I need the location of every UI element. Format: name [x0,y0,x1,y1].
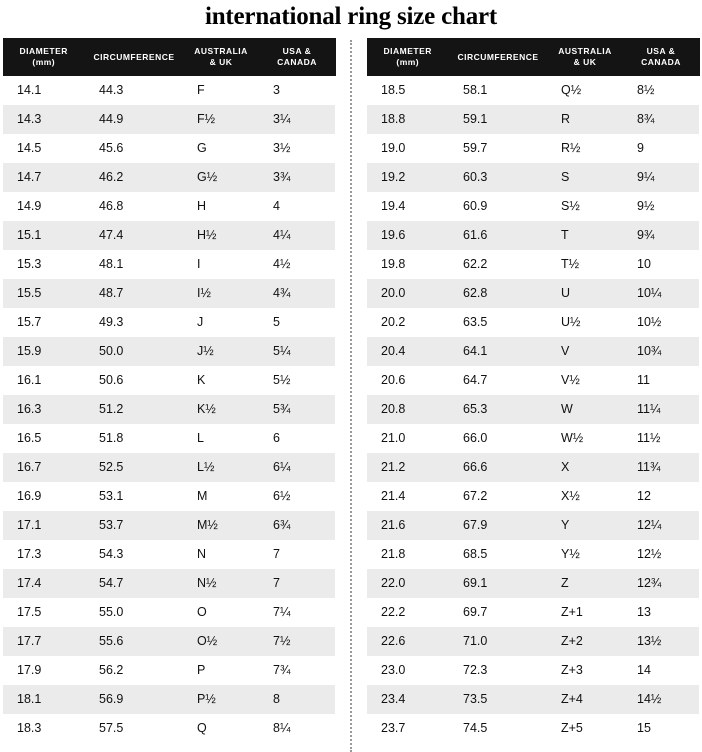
cell-circumference: 64.7 [449,366,547,395]
cell-diameter: 20.0 [367,279,449,308]
cell-circumference: 69.1 [449,569,547,598]
left-size-table [3,38,336,743]
cell-australia-uk: W [547,395,623,424]
cell-australia-uk: O [183,598,259,627]
cell-circumference: 46.2 [85,163,183,192]
cell-diameter: 17.4 [3,569,85,598]
cell-usa-canada: 6 [259,424,335,453]
table-row [3,308,335,337]
cell-circumference: 74.5 [449,714,547,743]
cell-circumference: 64.1 [449,337,547,366]
table-row [367,656,699,685]
cell-diameter: 19.4 [367,192,449,221]
cell-circumference: 50.0 [85,337,183,366]
column-header-diameter-line1: DIAMETER [383,46,432,56]
cell-australia-uk: Q [183,714,259,743]
cell-circumference: 67.9 [449,511,547,540]
cell-circumference: 66.6 [449,453,547,482]
right-table-wrap [367,38,699,743]
cell-diameter: 19.0 [367,134,449,163]
cell-australia-uk: G [183,134,259,163]
cell-australia-uk: O½ [183,627,259,656]
cell-diameter: 14.9 [3,192,85,221]
table-row [367,714,699,743]
cell-australia-uk: P½ [183,685,259,714]
cell-australia-uk: M½ [183,511,259,540]
ring-size-chart-page [0,2,702,749]
cell-circumference: 63.5 [449,308,547,337]
column-header-australia-uk [183,38,259,76]
column-header-circumference [449,38,547,76]
cell-circumference: 56.2 [85,656,183,685]
table-row [367,221,699,250]
cell-diameter: 17.5 [3,598,85,627]
table-row [3,598,335,627]
cell-circumference: 44.9 [85,105,183,134]
cell-usa-canada: 8¼ [259,714,335,743]
column-header-diameter-line1: DIAMETER [19,46,68,56]
cell-usa-canada: 10¼ [623,279,699,308]
table-row [3,76,335,105]
table-row [3,395,335,424]
cell-usa-canada: 6½ [259,482,335,511]
cell-australia-uk: R½ [547,134,623,163]
right-header-row [367,38,699,76]
column-header-australia-uk-line2: & UK [573,57,597,67]
cell-circumference: 60.9 [449,192,547,221]
table-row [367,424,699,453]
cell-usa-canada: 13½ [623,627,699,656]
cell-usa-canada: 3½ [259,134,335,163]
cell-usa-canada: 6¼ [259,453,335,482]
right-table-body [367,76,699,743]
cell-usa-canada: 12¼ [623,511,699,540]
cell-australia-uk: K [183,366,259,395]
cell-diameter: 21.8 [367,540,449,569]
cell-usa-canada: 3¼ [259,105,335,134]
table-row [367,395,699,424]
right-size-table [367,38,700,743]
column-header-diameter-line2: (mm) [396,57,420,67]
cell-usa-canada: 3 [259,76,335,105]
cell-diameter: 14.5 [3,134,85,163]
cell-usa-canada: 4¼ [259,221,335,250]
table-row [3,627,335,656]
table-row [3,569,335,598]
cell-usa-canada: 13 [623,598,699,627]
table-row [3,511,335,540]
cell-usa-canada: 9½ [623,192,699,221]
cell-diameter: 20.8 [367,395,449,424]
cell-diameter: 17.7 [3,627,85,656]
left-header-row [3,38,335,76]
cell-diameter: 17.9 [3,656,85,685]
cell-circumference: 54.3 [85,540,183,569]
cell-diameter: 15.5 [3,279,85,308]
cell-usa-canada: 9¼ [623,163,699,192]
cell-diameter: 15.9 [3,337,85,366]
cell-usa-canada: 11 [623,366,699,395]
cell-australia-uk: Z+1 [547,598,623,627]
cell-australia-uk: F [183,76,259,105]
table-row [367,76,699,105]
cell-usa-canada: 14 [623,656,699,685]
column-header-australia-uk-line1: AUSTRALIA [194,46,248,56]
table-row [367,540,699,569]
cell-circumference: 46.8 [85,192,183,221]
table-row [367,105,699,134]
cell-usa-canada: 7½ [259,627,335,656]
tables-container [0,38,702,752]
cell-australia-uk: W½ [547,424,623,453]
cell-australia-uk: N [183,540,259,569]
cell-usa-canada: 12 [623,482,699,511]
cell-australia-uk: Z+3 [547,656,623,685]
cell-usa-canada: 7¼ [259,598,335,627]
table-row [367,308,699,337]
cell-circumference: 69.7 [449,598,547,627]
cell-australia-uk: Z+2 [547,627,623,656]
cell-australia-uk: Y½ [547,540,623,569]
cell-usa-canada: 11½ [623,424,699,453]
cell-diameter: 19.6 [367,221,449,250]
cell-usa-canada: 10¾ [623,337,699,366]
cell-circumference: 57.5 [85,714,183,743]
cell-usa-canada: 12½ [623,540,699,569]
table-row [3,105,335,134]
cell-diameter: 14.7 [3,163,85,192]
cell-australia-uk: N½ [183,569,259,598]
cell-diameter: 14.3 [3,105,85,134]
cell-circumference: 53.1 [85,482,183,511]
cell-diameter: 15.7 [3,308,85,337]
cell-diameter: 23.4 [367,685,449,714]
cell-usa-canada: 5¼ [259,337,335,366]
cell-circumference: 62.8 [449,279,547,308]
cell-circumference: 49.3 [85,308,183,337]
cell-australia-uk: V½ [547,366,623,395]
cell-circumference: 62.2 [449,250,547,279]
column-header-circumference-line1: CIRCUMFERENCE [93,51,175,62]
cell-diameter: 15.1 [3,221,85,250]
divider-dotted-line [350,40,352,752]
cell-australia-uk: P [183,656,259,685]
cell-circumference: 48.1 [85,250,183,279]
cell-diameter: 18.1 [3,685,85,714]
table-row [3,366,335,395]
cell-diameter: 14.1 [3,76,85,105]
table-row [367,511,699,540]
cell-diameter: 18.3 [3,714,85,743]
table-row [3,540,335,569]
table-row [3,453,335,482]
cell-usa-canada: 5½ [259,366,335,395]
cell-circumference: 54.7 [85,569,183,598]
left-table-head [3,38,335,76]
table-row [3,685,335,714]
cell-circumference: 52.5 [85,453,183,482]
cell-diameter: 17.1 [3,511,85,540]
table-row [367,685,699,714]
cell-diameter: 16.7 [3,453,85,482]
column-header-usa-canada [259,38,335,76]
cell-circumference: 73.5 [449,685,547,714]
cell-circumference: 58.1 [449,76,547,105]
table-row [367,482,699,511]
table-row [367,134,699,163]
cell-australia-uk: T [547,221,623,250]
table-row [367,337,699,366]
column-header-diameter [367,38,449,76]
cell-usa-canada: 4½ [259,250,335,279]
cell-usa-canada: 7¾ [259,656,335,685]
table-row [367,250,699,279]
cell-australia-uk: S½ [547,192,623,221]
table-row [3,134,335,163]
column-header-usa-canada [623,38,699,76]
cell-usa-canada: 4¾ [259,279,335,308]
cell-usa-canada: 8¾ [623,105,699,134]
cell-circumference: 68.5 [449,540,547,569]
cell-australia-uk: L½ [183,453,259,482]
cell-usa-canada: 9 [623,134,699,163]
table-row [367,453,699,482]
table-row [3,163,335,192]
table-row [3,656,335,685]
cell-circumference: 60.3 [449,163,547,192]
cell-circumference: 59.7 [449,134,547,163]
cell-diameter: 20.2 [367,308,449,337]
cell-australia-uk: U [547,279,623,308]
table-row [3,337,335,366]
cell-australia-uk: F½ [183,105,259,134]
cell-circumference: 67.2 [449,482,547,511]
cell-australia-uk: L [183,424,259,453]
cell-australia-uk: V [547,337,623,366]
table-row [367,192,699,221]
cell-australia-uk: X [547,453,623,482]
cell-circumference: 71.0 [449,627,547,656]
column-header-diameter-line2: (mm) [32,57,56,67]
column-header-diameter [3,38,85,76]
cell-australia-uk: J [183,308,259,337]
cell-diameter: 15.3 [3,250,85,279]
cell-circumference: 45.6 [85,134,183,163]
cell-usa-canada: 10½ [623,308,699,337]
column-header-circumference [85,38,183,76]
cell-circumference: 55.0 [85,598,183,627]
cell-diameter: 19.8 [367,250,449,279]
cell-australia-uk: I½ [183,279,259,308]
table-row [367,366,699,395]
cell-australia-uk: K½ [183,395,259,424]
column-header-circumference-line1: CIRCUMFERENCE [457,51,539,62]
cell-usa-canada: 15 [623,714,699,743]
table-row [3,714,335,743]
cell-usa-canada: 8½ [623,76,699,105]
table-row [367,569,699,598]
column-header-australia-uk-line2: & UK [209,57,233,67]
cell-australia-uk: Q½ [547,76,623,105]
cell-usa-canada: 11¾ [623,453,699,482]
column-header-australia-uk [547,38,623,76]
cell-diameter: 21.4 [367,482,449,511]
table-row [367,163,699,192]
table-row [367,279,699,308]
cell-usa-canada: 7 [259,569,335,598]
cell-diameter: 23.0 [367,656,449,685]
right-table-head [367,38,699,76]
cell-diameter: 17.3 [3,540,85,569]
column-header-usa-canada-line2: CANADA [641,57,681,67]
cell-diameter: 16.9 [3,482,85,511]
cell-diameter: 21.6 [367,511,449,540]
cell-diameter: 19.2 [367,163,449,192]
cell-usa-canada: 9¾ [623,221,699,250]
cell-usa-canada: 6¾ [259,511,335,540]
cell-diameter: 16.5 [3,424,85,453]
column-header-usa-canada-line1: USA & [646,46,676,56]
cell-australia-uk: S [547,163,623,192]
cell-diameter: 21.0 [367,424,449,453]
cell-usa-canada: 8 [259,685,335,714]
cell-circumference: 53.7 [85,511,183,540]
cell-australia-uk: I [183,250,259,279]
cell-australia-uk: G½ [183,163,259,192]
table-row [367,627,699,656]
page-title: international ring size chart [204,3,498,30]
cell-usa-canada: 10 [623,250,699,279]
cell-circumference: 44.3 [85,76,183,105]
cell-circumference: 59.1 [449,105,547,134]
cell-diameter: 20.6 [367,366,449,395]
column-divider [346,38,356,752]
table-row [367,598,699,627]
cell-australia-uk: M [183,482,259,511]
cell-australia-uk: H½ [183,221,259,250]
cell-circumference: 65.3 [449,395,547,424]
table-row [3,482,335,511]
cell-diameter: 22.6 [367,627,449,656]
cell-circumference: 50.6 [85,366,183,395]
cell-diameter: 22.0 [367,569,449,598]
cell-diameter: 18.8 [367,105,449,134]
table-row [3,279,335,308]
cell-circumference: 48.7 [85,279,183,308]
cell-australia-uk: Z+5 [547,714,623,743]
cell-usa-canada: 11¼ [623,395,699,424]
cell-diameter: 21.2 [367,453,449,482]
table-row [3,192,335,221]
column-header-australia-uk-line1: AUSTRALIA [558,46,612,56]
cell-australia-uk: R [547,105,623,134]
cell-circumference: 61.6 [449,221,547,250]
cell-diameter: 20.4 [367,337,449,366]
cell-usa-canada: 12¾ [623,569,699,598]
cell-australia-uk: H [183,192,259,221]
table-row [3,221,335,250]
cell-usa-canada: 5¾ [259,395,335,424]
cell-circumference: 55.6 [85,627,183,656]
cell-australia-uk: Z+4 [547,685,623,714]
cell-circumference: 66.0 [449,424,547,453]
cell-circumference: 56.9 [85,685,183,714]
column-header-usa-canada-line1: USA & [282,46,312,56]
cell-diameter: 22.2 [367,598,449,627]
left-table-wrap [3,38,335,743]
cell-diameter: 23.7 [367,714,449,743]
cell-diameter: 16.3 [3,395,85,424]
cell-australia-uk: T½ [547,250,623,279]
cell-diameter: 16.1 [3,366,85,395]
cell-diameter: 18.5 [367,76,449,105]
cell-usa-canada: 14½ [623,685,699,714]
left-table-body [3,76,335,743]
table-row [3,424,335,453]
cell-australia-uk: Z [547,569,623,598]
cell-australia-uk: U½ [547,308,623,337]
cell-usa-canada: 5 [259,308,335,337]
cell-circumference: 51.2 [85,395,183,424]
column-header-usa-canada-line2: CANADA [277,57,317,67]
table-row [3,250,335,279]
cell-australia-uk: J½ [183,337,259,366]
cell-circumference: 51.8 [85,424,183,453]
cell-usa-canada: 4 [259,192,335,221]
cell-usa-canada: 3¾ [259,163,335,192]
cell-circumference: 47.4 [85,221,183,250]
cell-australia-uk: X½ [547,482,623,511]
cell-australia-uk: Y [547,511,623,540]
cell-circumference: 72.3 [449,656,547,685]
cell-usa-canada: 7 [259,540,335,569]
